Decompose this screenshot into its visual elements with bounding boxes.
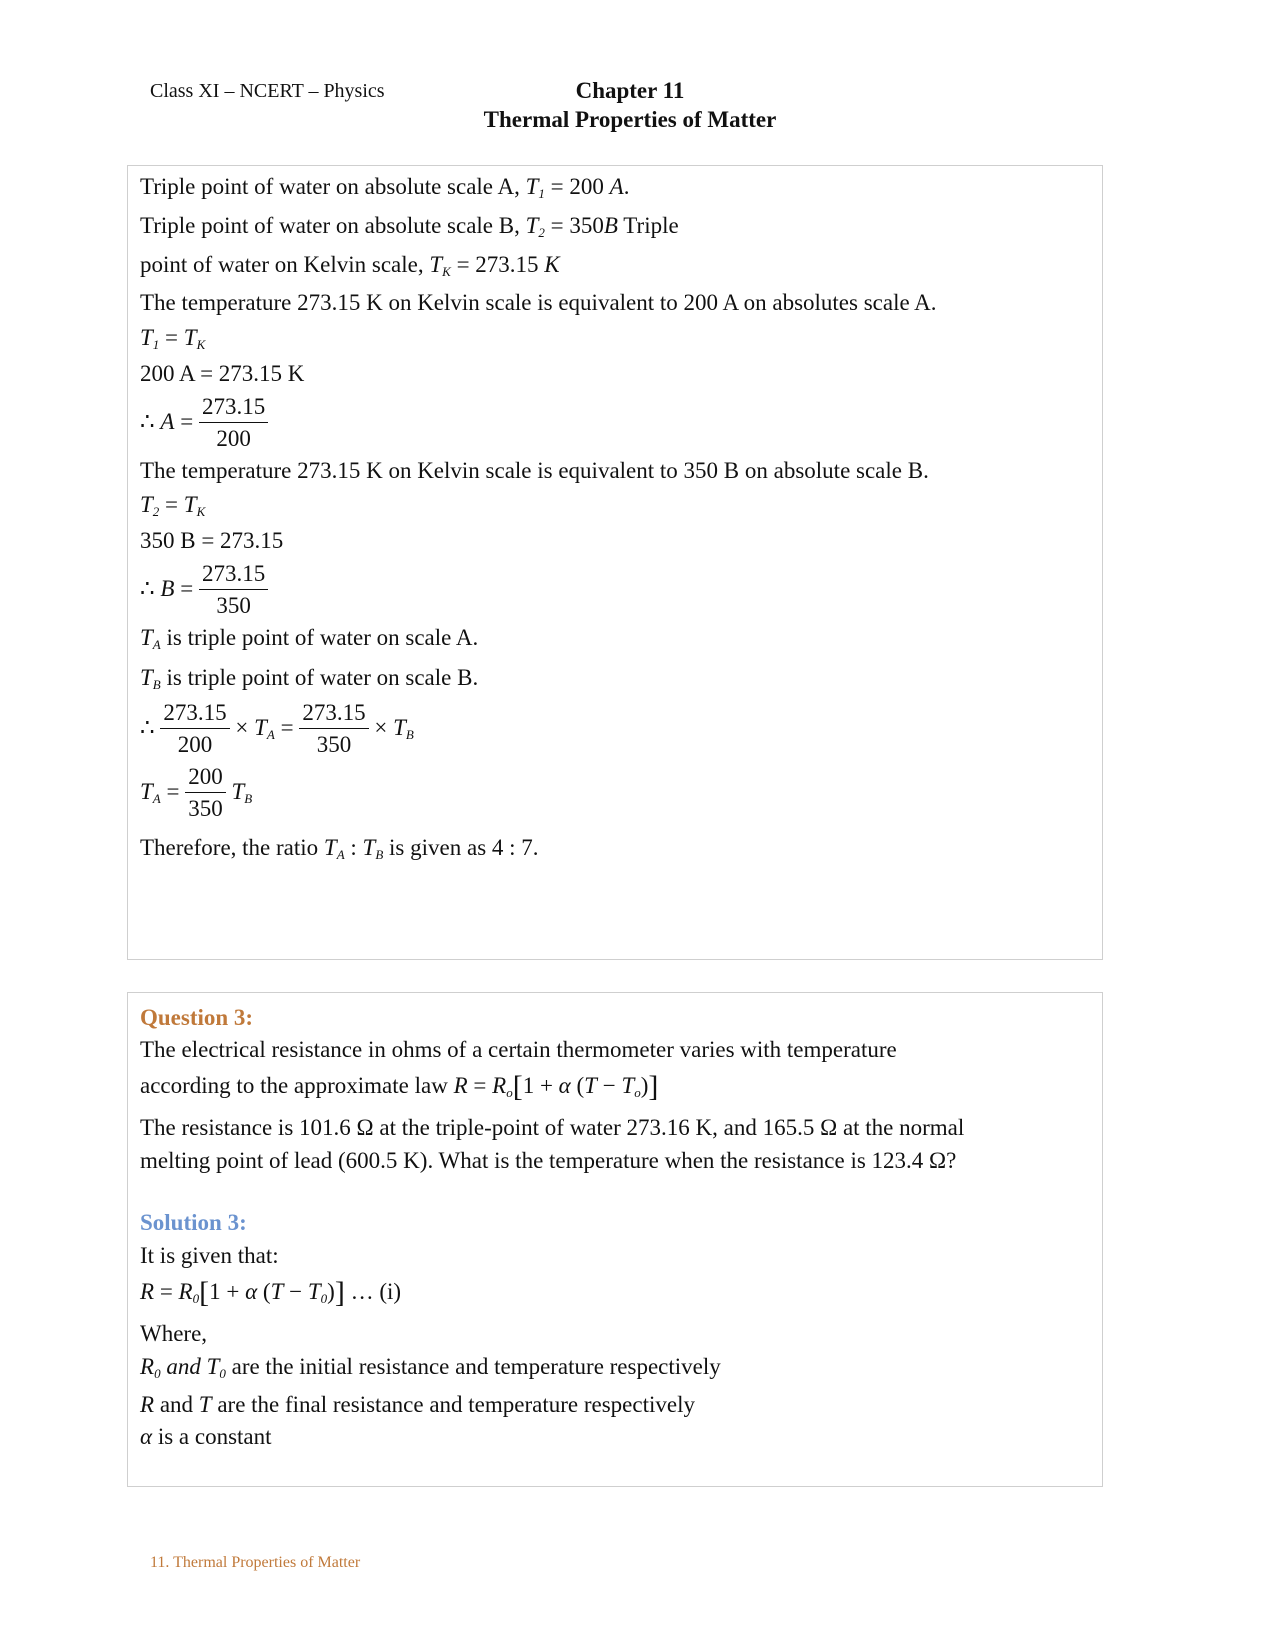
line-ta-def: $T_A$ is triple point of water on scale A.: [140, 625, 479, 652]
eq-t2-tk: $T_2 = T_K$: [140, 492, 206, 519]
solution-given: It is given that:: [140, 1243, 279, 1268]
line-equivalence-a: The temperature 273.15 K on Kelvin scale is equivalent to 200 A on absolutes scale A.: [140, 290, 937, 315]
line-conclusion: Therefore, the ratio $T_A$ : $T_B$ is given as 4 : 7.: [140, 835, 539, 862]
question-text-3: The resistance is 101.6 Ω at the triple-point of water 273.16 K, and 165.5 Ω at the normal: [140, 1115, 965, 1140]
solution-constant: α is a constant: [140, 1424, 272, 1449]
line-equivalence-b: The temperature 273.15 K on Kelvin scale is equivalent to 350 B on absolute scale B.: [140, 458, 929, 483]
eq-a-fraction: ∴ A = $\frac{273.15}{200}$: [140, 392, 268, 455]
solution-title: Solution 3:: [140, 1210, 247, 1235]
line-kelvin: point of water on Kelvin scale, $T_K = 273.15$ K: [140, 252, 560, 279]
line-triple-point-b: Triple point of water on absolute scale B, $T_2 = 350B$ Triple: [140, 213, 679, 240]
question-text-1: The electrical resistance in ohms of a certain thermometer varies with temperature: [140, 1037, 897, 1062]
solution-final: R and T are the final resistance and temperature respectively: [140, 1392, 695, 1417]
eq-ratio-equation: ∴ $\frac{273.15}{200}$ × $T_A$ = $\frac{273.15}{350}$ × $T_B$: [140, 700, 414, 757]
question-law: according to the approximate law $R = R_o[1 + \alpha$ $(T - T_o)$]: [140, 1070, 659, 1103]
line-tb-def: $T_B$ is triple point of water on scale B.: [140, 665, 479, 692]
chapter-title: Thermal Properties of Matter: [483, 107, 777, 132]
page-footer: 11. Thermal Properties of Matter: [150, 1554, 361, 1571]
eq-350b: 350 B = 273.15: [140, 528, 284, 553]
solution-where: Where,: [140, 1321, 208, 1346]
eq-ta-tb: $T_A$ = $\frac{200}{350}$ $T_B$: [140, 764, 253, 821]
question-text-4: melting point of lead (600.5 K). What is the temperature when the resistance is 123.4 Ω?: [140, 1148, 957, 1173]
eq-t1-tk: $T_1 = T_K$: [140, 325, 206, 352]
eq-b-fraction: ∴ B = $\frac{273.15}{350}$: [140, 559, 268, 622]
chapter-number: Chapter 11: [575, 78, 685, 103]
solution-initial: $R_0$ and $T_0$ are the initial resistance and temperature respectively: [140, 1354, 721, 1381]
question-title: Question 3:: [140, 1005, 254, 1030]
line-triple-point-a: Triple point of water on absolute scale A, $T_1 = 200$ A.: [140, 174, 630, 201]
solution-continuation-box: [127, 165, 1103, 960]
header-chapter: [430, 76, 830, 134]
eq-200a: 200 A = 273.15 K: [140, 361, 305, 386]
solution-equation: $R = R_0[1 + \alpha$ $(T - T_0)$] … (i): [140, 1276, 402, 1309]
header-course: Class XI – NCERT – Physics: [150, 80, 385, 102]
question-3-box: [127, 992, 1103, 1487]
